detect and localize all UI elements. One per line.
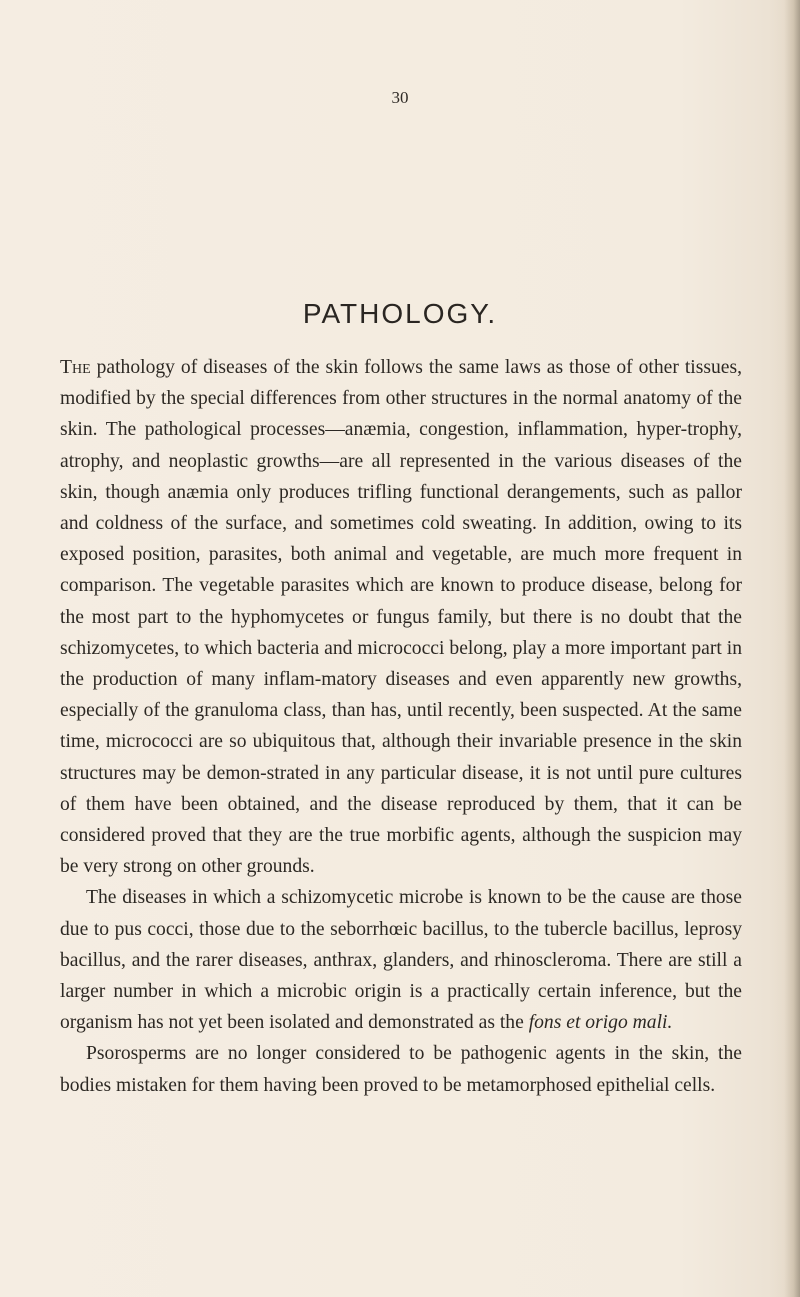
body-text bbox=[60, 352, 742, 1101]
paragraph-1 bbox=[60, 352, 742, 882]
paragraph-1-lead: The bbox=[60, 357, 91, 378]
page-number: 30 bbox=[391, 88, 409, 107]
page-edge-shadow bbox=[784, 0, 800, 1297]
paragraph-3 bbox=[60, 1038, 742, 1100]
paragraph-2 bbox=[60, 882, 742, 1038]
chapter-heading: PATHOLOGY. bbox=[302, 298, 498, 329]
paragraph-2-text: The diseases in which a schizomycetic microbe is known to be the cause are those due to pus cocci, those due to the seborrhœic bacillus, to the tubercle bacillus, leprosy bacillus, and the rarer diseases, anthrax, glanders, and rhinoscleroma. There are still a larger number in which a microbic origin is a practically certain inference, but the organism has not yet been isolated and demonstrated as the bbox=[60, 887, 742, 1034]
paragraph-2-italic: fons et origo mali. bbox=[528, 1012, 673, 1034]
paragraph-3-text: Psorosperms are no longer considered to be pathogenic agents in the skin, the bodies mistaken for them having been proved to be metamorphosed epithelial cells. bbox=[60, 1043, 742, 1096]
paragraph-1-text: pathology of diseases of the skin follows the same laws as those of other tissues, modified by the special differences from other structures in the normal anatomy of the skin. The pathological processes—anæmia, congestion, inflammation, hyper-trophy, atrophy, and neoplastic growths—are all represented in the various diseases of the skin, though anæmia only produces trifling functional derangements, such as pallor and coldness of the surface, and sometimes cold sweating. In addition, owing to its exposed position, parasites, both animal and vegetable, are much more frequent in comparison. The vegetable parasites which are known to produce disease, belong for the most part to the hyphomycetes or fungus family, but there is no doubt that the schizomycetes, to which bacteria and micrococci belong, play a more important part in the production of many inflam-matory diseases and even apparently new growths, especially of the granuloma class, than has, until recently, been suspected. At the same time, micrococci are so ubiquitous that, although their invariable presence in the skin structures may be demon-strated in any particular disease, it is not until pure cultures of them have been obtained, and the disease reproduced by them, that it can be considered proved that they are the true morbific agents, although the suspicion may be very strong on other grounds. bbox=[60, 357, 742, 878]
